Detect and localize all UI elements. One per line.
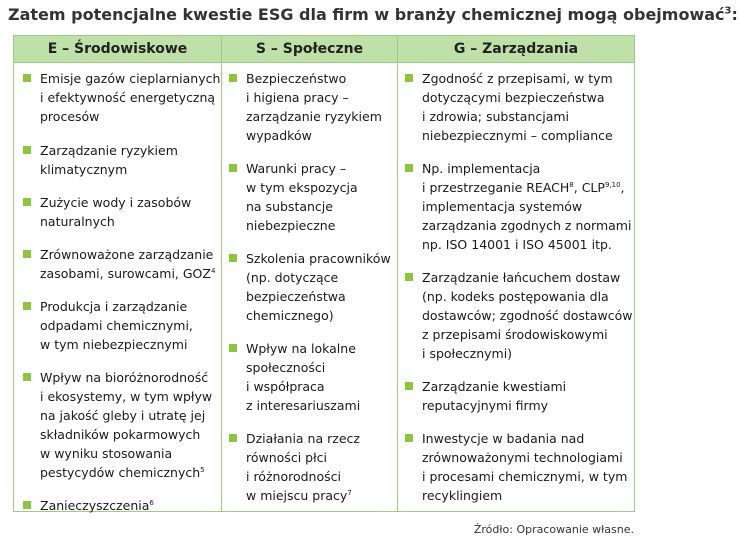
square-bullet-icon [23, 198, 31, 206]
square-bullet-icon [229, 74, 237, 82]
square-bullet-icon [405, 382, 413, 390]
list-item: Zarządzanie kwestiami reputacyjnymi firmy [404, 377, 632, 415]
header-environmental: E – Środowiskowe [47, 41, 188, 57]
square-bullet-icon [229, 164, 237, 172]
square-bullet-icon [23, 501, 31, 509]
footnote-ref: 5 [200, 466, 205, 474]
square-bullet-icon [23, 302, 31, 310]
footnote-ref: 7 [347, 489, 352, 497]
column-divider [221, 36, 222, 511]
square-bullet-icon [23, 373, 31, 381]
footnote-ref: 4 [210, 267, 216, 275]
list-item: Emisje gazów cieplarnianych i efektywność energetyczną procesów [22, 69, 220, 126]
esg-table [13, 35, 635, 512]
column-divider [397, 36, 398, 511]
square-bullet-icon [229, 344, 237, 352]
list-item: Inwestycje w badania nad zrównoważonymi technologiami i procesami chemicznymi, w tym recyklingiem [404, 429, 632, 505]
title-footnote-ref: 3 [724, 5, 732, 17]
list-item: Zgodność z przepisami, w tym dotyczącymi bezpieczeństwa i zdrowia; substancjami niebezpiecznymi – compliance [404, 69, 632, 145]
list-item: Zanieczyszczenia$^6$ [22, 496, 220, 515]
footnote-ref: 6 [149, 499, 154, 507]
list-item: Produkcja i zarządzanie odpadami chemicznymi, w tym niebezpiecznymi [22, 297, 220, 354]
page-title [8, 4, 738, 26]
list-item: Zarządzanie ryzykiem klimatycznym [22, 141, 220, 179]
square-bullet-icon [229, 434, 237, 442]
list-item: Zużycie wody i zasobów naturalnych [22, 193, 220, 231]
square-bullet-icon [23, 74, 31, 82]
list-item: Zarządzanie łańcuchem dostaw (np. kodeks postępowania dla dostawców; zgodność dostawców z przepisami środowiskowymi i społecznymi) [404, 268, 632, 363]
square-bullet-icon [23, 146, 31, 154]
list-item: Warunki pracy – w tym ekspozycja na substancje niebezpieczne [228, 159, 391, 235]
header-governance: G – Zarządzania [453, 41, 579, 57]
title-colon: : [731, 5, 738, 24]
list-item: Wpływ na lokalne społeczności i współpraca z interesariuszami [228, 339, 391, 415]
header-social: S – Społeczne [255, 41, 364, 57]
list-item: Działania na rzecz równości płci i różnorodności w miejscu pracy$^7$ [228, 429, 391, 505]
square-bullet-icon [405, 164, 413, 172]
footnote-ref: 8 [569, 181, 574, 189]
list-item: Szkolenia pracowników (np. dotyczące bezpieczeństwa chemicznego) [228, 249, 391, 325]
list-item: Np. implementacja i przestrzeganie REACH$^8$, CLP$^{9,10}$, implementacja systemów zarządzania zgodnych z normami np. ISO 14001 i ISO 45001 itp. [404, 159, 632, 254]
footnote-ref: 9,10 [604, 181, 621, 189]
list-item: Bezpieczeństwo i higiena pracy – zarządzanie ryzykiem wypadków [228, 69, 391, 145]
column-governance [404, 69, 632, 505]
column-social [228, 69, 391, 505]
square-bullet-icon [23, 250, 31, 258]
square-bullet-icon [405, 74, 413, 82]
list-item: Zrównoważone zarządzanie zasobami, surowcami, GOZ$^4$ [22, 245, 220, 283]
square-bullet-icon [229, 254, 237, 262]
table-header-row [14, 36, 634, 63]
square-bullet-icon [405, 434, 413, 442]
source-note: Źródło: Opracowanie własne. [473, 523, 634, 536]
column-environmental [22, 69, 220, 515]
square-bullet-icon [405, 273, 413, 281]
list-item: Wpływ na bioróżnorodność i ekosystemy, w tym wpływ na jakość gleby i utratę jej składników pokarmowych w wyniku stosowania pestycydów chemicznych$^5$ [22, 368, 220, 482]
title-text: Zatem potencjalne kwestie ESG dla firm w branży chemicznej mogą obejmować [8, 5, 725, 24]
